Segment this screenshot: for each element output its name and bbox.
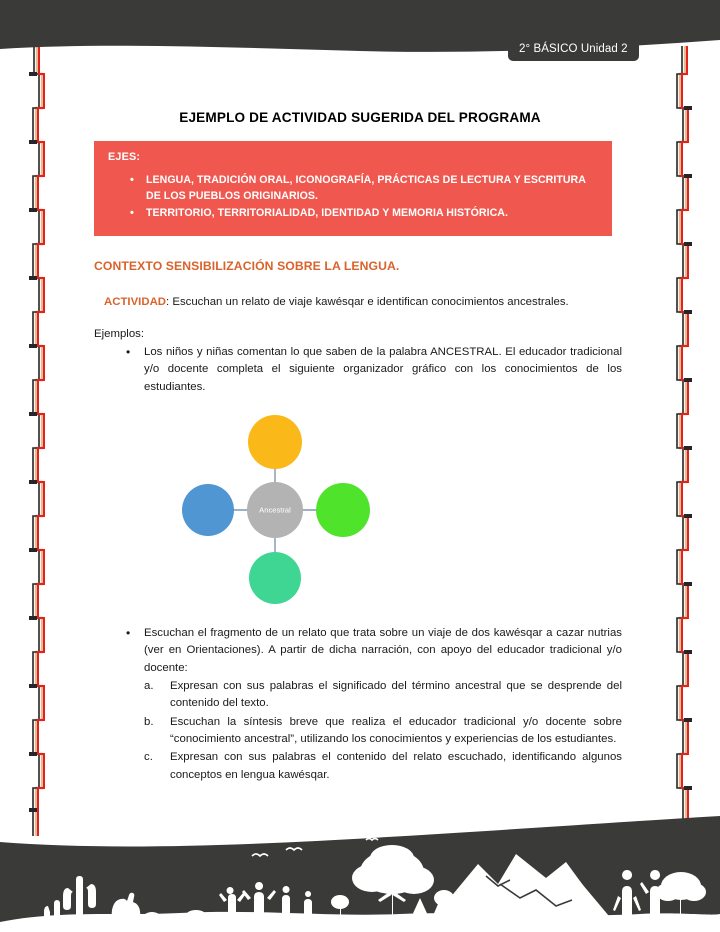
graphic-organizer-diagram <box>175 404 385 616</box>
list-item <box>118 714 622 749</box>
list-item: • Los niños y niñas comentan lo que saben de la palabra ANCESTRAL. El educador tradicional y/o docente completa el siguiente organizador gráfico con los conocimientos de los estudiantes. <box>118 344 622 396</box>
zigzag-stripe-dark <box>33 46 39 836</box>
right-decorative-border <box>672 46 698 836</box>
list-item: • Escuchan el fragmento de un relato que trata sobre un viaje de dos kawésqar a cazar nutrias (ver en Orientaciones). A partir de dicha narración, con apoyo del educador tradicional y/o docente: <box>118 625 622 677</box>
unit-badge: 2° BÁSICO Unidad 2 <box>508 38 639 61</box>
list-item-text: Escuchan la síntesis breve que realiza el educador tradicional y/o docente sobre “conocimiento ancestral”, utilizando los conocimientos y experiencias de los estudiantes. <box>170 715 622 745</box>
page-title: EJEMPLO DE ACTIVIDAD SUGERIDA DEL PROGRAMA <box>179 110 541 125</box>
diagram-node-right <box>316 483 370 537</box>
ejes-label: EJES: <box>108 151 141 163</box>
ejes-list <box>94 173 612 222</box>
diagram-center-label: Ancestral <box>259 505 291 515</box>
list-item <box>118 678 622 713</box>
header-wave-band <box>0 0 720 72</box>
left-decorative-border <box>24 46 50 836</box>
activity-line <box>104 294 624 311</box>
list-item <box>118 749 622 784</box>
examples-sub-list <box>118 678 622 784</box>
examples-label: Ejemplos: <box>94 328 145 340</box>
zigzag-stripe-red <box>682 46 688 836</box>
footer-landscape-illustration <box>0 814 720 932</box>
diagram-node-bottom <box>249 552 301 604</box>
ejes-callout-box <box>94 141 612 236</box>
examples-bullet-group-one <box>118 344 622 396</box>
activity-text: : Escuchan un relato de viaje kawésqar e identifican conocimientos ancestrales. <box>166 296 569 308</box>
diagram-node-left <box>182 484 234 536</box>
list-item-text: Expresan con sus palabras el significado del término ancestral que se desprende del contenido del texto. <box>170 679 622 710</box>
list-item-text: Expresan con sus palabras el contenido del relato escuchado, identificando algunos conceptos en lengua kawésqar. <box>170 751 622 781</box>
list-marker: c. <box>144 751 153 764</box>
ejes-list-item: • TERRITORIO, TERRITORIALIDAD, IDENTIDAD Y MEMORIA HISTÓRICA. <box>146 206 596 222</box>
activity-label: ACTIVIDAD <box>104 296 167 308</box>
context-heading: CONTEXTO SENSIBILIZACIÓN SOBRE LA LENGUA. <box>94 259 400 273</box>
diagram-node-top <box>248 415 302 469</box>
list-marker: b. <box>144 715 154 728</box>
examples-bullet-group-two <box>118 625 622 784</box>
ejes-list-item: • LENGUA, TRADICIÓN ORAL, ICONOGRAFÍA, PRÁCTICAS DE LECTURA Y ESCRITURA DE LOS PUEBLOS ORIGINARIOS. <box>146 173 596 204</box>
list-marker: a. <box>144 679 154 692</box>
